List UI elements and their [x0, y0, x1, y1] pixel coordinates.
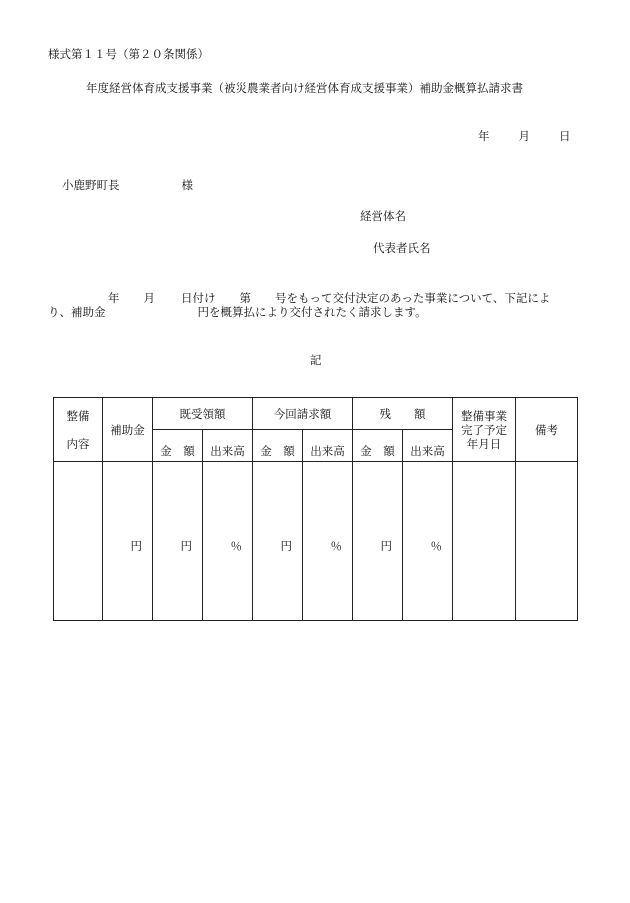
body-year: 年	[108, 291, 120, 305]
addressee-honorific: 様	[181, 178, 193, 192]
received-progress-cell[interactable]	[203, 462, 253, 621]
body-month: 月	[143, 291, 155, 305]
col-project-content	[54, 398, 103, 462]
remarks-cell[interactable]	[516, 462, 578, 621]
remaining-progress-header: 出来高	[403, 430, 453, 462]
col-remarks: 備考	[516, 398, 578, 462]
project-content-cell[interactable]	[54, 462, 103, 621]
addressee	[62, 177, 193, 193]
received-amount-header: 金 額	[153, 430, 203, 462]
col-completion-line3: 年月日	[466, 436, 502, 451]
subsidy-cell[interactable]	[103, 462, 153, 621]
col-completion-date	[453, 398, 516, 462]
received-progress-header: 出来高	[203, 430, 253, 462]
current-progress-cell[interactable]	[303, 462, 353, 621]
current-amount-header: 金 額	[253, 430, 303, 462]
request-sentence-line2	[48, 304, 427, 320]
remaining-progress-cell[interactable]	[403, 462, 453, 621]
col-project-bottom: 内容	[66, 436, 90, 451]
body-day: 日付け	[181, 291, 216, 305]
current-amount-unit: 円	[280, 539, 292, 553]
date-year: 年	[478, 129, 490, 143]
remaining-amount-unit: 円	[380, 539, 392, 553]
received-amount-cell[interactable]	[153, 462, 203, 621]
body-line2-start: り、補助金	[48, 305, 106, 319]
current-amount-cell[interactable]	[253, 462, 303, 621]
remaining-amount-cell[interactable]	[353, 462, 403, 621]
form-number: 様式第１１号（第２０条関係）	[48, 47, 209, 61]
body-line2-rest: 円を概算払により交付されたく請求します。	[197, 305, 427, 319]
group-remaining: 残 額	[353, 398, 453, 430]
request-table	[53, 397, 578, 621]
remaining-amount-header: 金 額	[353, 430, 403, 462]
remaining-progress-unit: ％	[430, 539, 442, 553]
body-number-prefix: 第	[239, 291, 251, 305]
received-progress-unit: ％	[230, 539, 242, 553]
group-received: 既受領額	[153, 398, 253, 430]
date-month: 月	[518, 129, 530, 143]
addressee-name: 小鹿野町長	[62, 178, 120, 192]
current-progress-header: 出来高	[303, 430, 353, 462]
completion-date-cell[interactable]	[453, 462, 516, 621]
date-line	[478, 128, 571, 144]
entity-name-label: 経営体名	[360, 209, 406, 223]
document-title: 年度経営体育成支援事業（被災農業者向け経営体育成支援事業）補助金概算払請求書	[86, 81, 523, 95]
col-completion-line1: 整備事業	[461, 408, 507, 423]
date-day: 日	[559, 129, 571, 143]
received-amount-unit: 円	[180, 539, 192, 553]
col-project-top: 整備	[66, 408, 90, 423]
subsidy-unit: 円	[130, 539, 142, 553]
group-current: 今回請求額	[253, 398, 353, 430]
col-completion-line2: 完了予定	[461, 422, 507, 437]
current-progress-unit: ％	[330, 539, 342, 553]
col-subsidy: 補助金	[103, 398, 153, 462]
ki-heading: 記	[310, 353, 322, 367]
body-line1-rest: 号をもって交付決定のあった事業について、下記によ	[275, 291, 551, 305]
representative-name-label: 代表者氏名	[373, 241, 431, 255]
